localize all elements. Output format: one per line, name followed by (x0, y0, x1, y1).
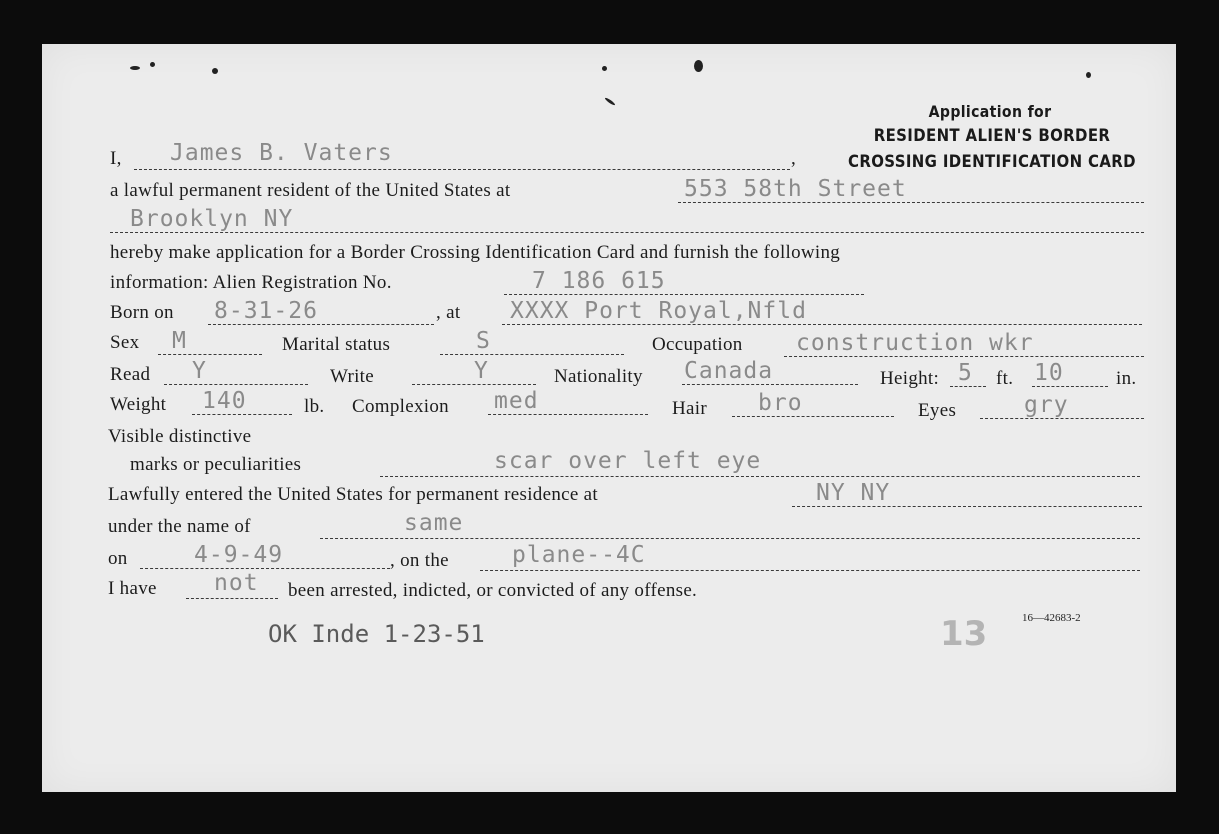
vessel-value: plane--4C (512, 542, 646, 568)
sex-line (158, 354, 262, 355)
label-read: Read (110, 364, 151, 385)
height-in-line (1032, 386, 1108, 387)
label-under-name: under the name of (108, 516, 251, 537)
weight-value: 140 (202, 388, 247, 414)
entry-date-value: 4-9-49 (194, 542, 284, 568)
marks-value: scar over left eye (494, 448, 762, 474)
read-value: Y (192, 358, 207, 384)
complexion-line (488, 414, 648, 415)
dust-speck (130, 66, 140, 70)
eyes-line (980, 418, 1144, 419)
born-on-value: 8-31-26 (214, 298, 318, 324)
dust-speck (604, 97, 616, 106)
arrested-line (186, 598, 278, 599)
address1-line (678, 202, 1144, 203)
vessel-line (480, 570, 1140, 571)
label-occupation: Occupation (652, 334, 743, 355)
read-line (164, 384, 308, 385)
write-line (412, 384, 536, 385)
alien-reg-value: 7 186 615 (532, 268, 666, 294)
birthplace-line (502, 324, 1142, 325)
marks-line (380, 476, 1140, 477)
label-complexion: Complexion (352, 396, 449, 417)
entry-place-value: NY NY (816, 480, 891, 506)
dust-speck (212, 68, 218, 74)
form-number: 16—42683-2 (1022, 612, 1081, 624)
header-line3: CROSSING IDENTIFICATION CARD (848, 152, 1136, 172)
complexion-value: med (494, 388, 539, 414)
label-arrested: been arrested, indicted, or convicted of any offense. (288, 580, 698, 601)
label-eyes: Eyes (918, 400, 957, 421)
hair-line (732, 416, 894, 417)
label-i: I, (110, 148, 122, 169)
arrested-value: not (214, 570, 259, 596)
entry-place-line (792, 506, 1142, 507)
dust-speck (150, 62, 155, 67)
address2-line (110, 232, 1144, 233)
height-ft-line (950, 386, 986, 387)
label-at: , at (436, 302, 461, 323)
entry-name-line (320, 538, 1140, 539)
label-visible-distinctive: Visible distinctive (108, 426, 252, 447)
sex-value: M (172, 328, 187, 354)
write-value: Y (474, 358, 489, 384)
label-nationality: Nationality (554, 366, 643, 387)
label-write: Write (330, 366, 374, 387)
dust-speck (694, 60, 703, 72)
label-alien-registration: information: Alien Registration No. (110, 272, 392, 293)
born-on-line (208, 324, 434, 325)
label-hereby: hereby make application for a Border Crossing Identification Card and furnish the following (110, 242, 841, 263)
dust-speck (1086, 72, 1091, 78)
label-hair: Hair (672, 398, 707, 419)
alien-reg-line (504, 294, 864, 295)
occupation-line (784, 356, 1144, 357)
marital-line (440, 354, 624, 355)
label-lb: lb. (304, 396, 325, 417)
approval-stamp: OK Inde 1-23-51 (268, 620, 485, 648)
height-in-value: 10 (1034, 360, 1064, 386)
label-on-the: , on the (390, 550, 449, 571)
address1-value: 553 58th Street (684, 176, 907, 202)
occupation-value: construction wkr (796, 330, 1034, 356)
label-resident-at: a lawful permanent resident of the United States at (110, 180, 511, 201)
label-marks: marks or peculiarities (130, 454, 302, 475)
label-marital-status: Marital status (282, 334, 391, 355)
header-line2: RESIDENT ALIEN'S BORDER (873, 126, 1111, 146)
dust-speck (602, 66, 607, 71)
label-in: in. (1116, 368, 1137, 389)
header-line1: Application for (928, 102, 1052, 121)
label-i-have: I have (108, 578, 157, 599)
nationality-value: Canada (684, 358, 774, 384)
label-sex: Sex (110, 332, 140, 353)
marital-value: S (476, 328, 491, 354)
hair-value: bro (758, 390, 803, 416)
label-weight: Weight (110, 394, 167, 415)
label-height: Height: (880, 368, 940, 389)
entry-date-line (140, 568, 390, 569)
file-number: 13 (940, 614, 988, 654)
eyes-value: gry (1024, 392, 1069, 418)
address2-value: Brooklyn NY (130, 206, 294, 232)
nationality-line (682, 384, 858, 385)
label-lawfully-entered: Lawfully entered the United States for permanent residence at (108, 484, 598, 505)
application-card (42, 44, 1176, 792)
label-comma: , (791, 148, 797, 169)
height-ft-value: 5 (958, 360, 973, 386)
label-born-on: Born on (110, 302, 174, 323)
label-on: on (108, 548, 128, 569)
label-ft: ft. (996, 368, 1014, 389)
name-line (134, 169, 790, 170)
birthplace-value: XXXX Port Royal,Nfld (510, 298, 807, 324)
weight-line (192, 414, 292, 415)
name-value: James B. Vaters (170, 140, 393, 166)
entry-name-value: same (404, 510, 464, 536)
